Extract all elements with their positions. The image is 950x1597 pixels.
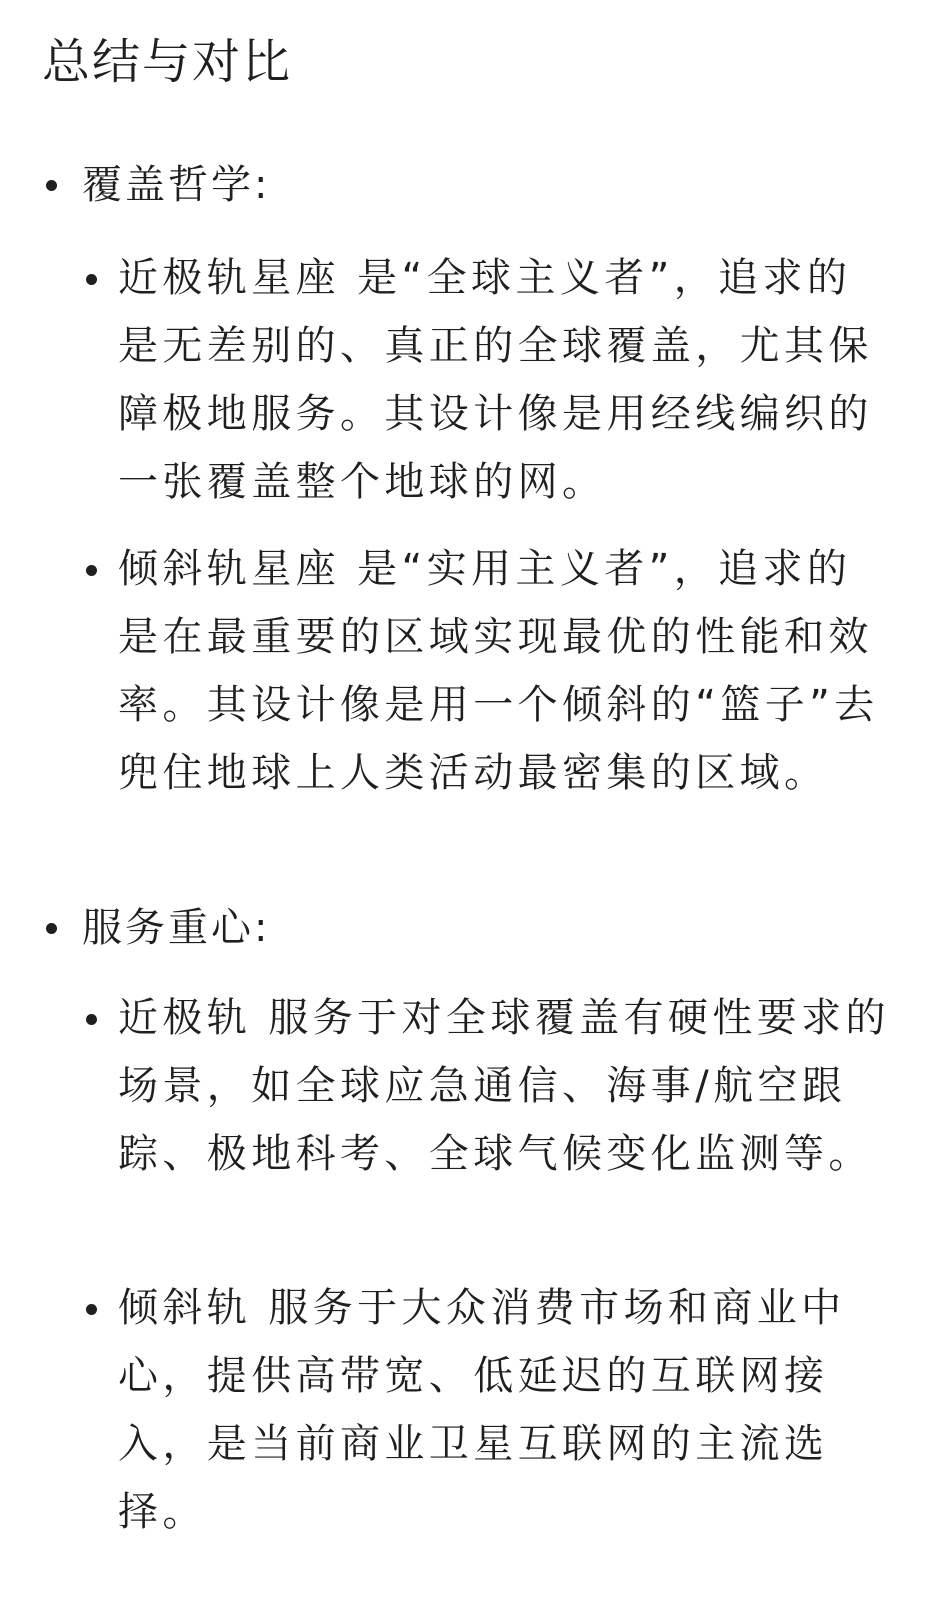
list-item xyxy=(0,895,950,961)
section-list xyxy=(0,895,950,961)
page-title: 总结与对比 xyxy=(42,34,293,90)
list-item xyxy=(0,152,950,218)
list-item-text: 近极轨星座 是“全球主义者”，追求的是无差别的、真正的全球覆盖，尤其保障极地服务。其设计像是用经线编织的一张覆盖整个地球的网。 xyxy=(118,255,873,505)
section-list xyxy=(0,152,950,218)
bullet-icon xyxy=(46,180,57,191)
list-item-text: 倾斜轨星座 是“实用主义者”，追求的是在最重要的区域实现最优的性能和效率。其设计像是用一个倾斜的“篮子”去兜住地球上人类活动最密集的区域。 xyxy=(118,546,879,796)
bullet-icon xyxy=(86,565,97,576)
bullet-icon xyxy=(86,274,97,285)
section-label: 服务重心: xyxy=(82,905,271,951)
list-item-text: 近极轨 服务于对全球覆盖有硬性要求的场景，如全球应急通信、海事/航空跟踪、极地科考、全球气候变化监测等。 xyxy=(118,995,890,1177)
bullet-icon xyxy=(86,1014,97,1025)
section-label: 覆盖哲学: xyxy=(82,162,271,208)
bullet-icon xyxy=(86,1304,97,1315)
bullet-icon xyxy=(46,923,57,934)
list-item-text: 倾斜轨 服务于大众消费市场和商业中心，提供高带宽、低延迟的互联网接入，是当前商业卫星互联网的主流选择。 xyxy=(118,1285,846,1535)
